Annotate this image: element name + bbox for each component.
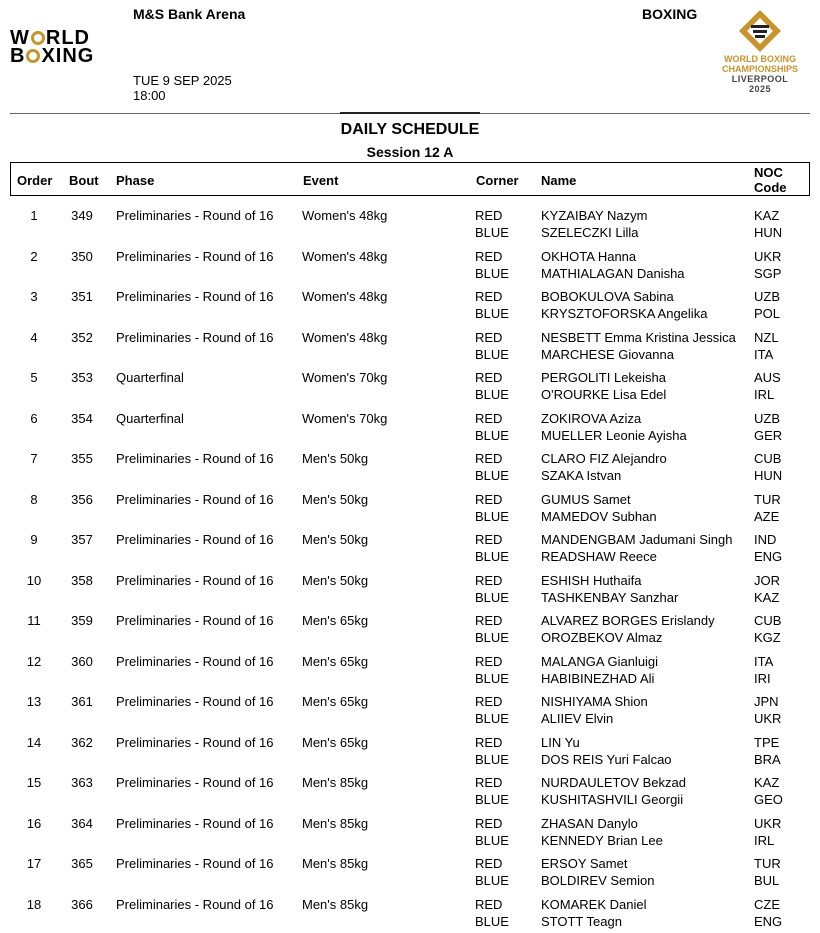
red-boxer-name: KOMAREK Daniel — [541, 896, 647, 912]
blue-boxer-name: SZAKA Istvan — [541, 468, 622, 483]
bout-number: 364 — [71, 815, 93, 831]
bout-event: Women's 70kg — [302, 410, 388, 426]
bout-event: Women's 48kg — [302, 208, 388, 223]
table-row — [0, 893, 820, 933]
blue-corner-label: BLUE — [475, 265, 509, 281]
world-boxing-logo — [10, 27, 114, 67]
logo-ring-icon — [26, 49, 40, 63]
bout-phase: Quarterfinal — [116, 370, 184, 385]
blue-boxer-name: MARCHESE Giovanna — [541, 346, 674, 362]
bout-order: 1 — [30, 208, 38, 223]
table-row — [0, 690, 820, 730]
red-corner-label: RED — [475, 734, 503, 750]
bout-phase: Preliminaries - Round of 16 — [116, 815, 274, 831]
bout-phase: Preliminaries - Round of 16 — [116, 775, 274, 790]
bout-phase: Preliminaries - Round of 16 — [116, 734, 274, 750]
red-noc-code: CUB — [754, 613, 782, 628]
bout-order: 13 — [26, 694, 42, 709]
blue-noc-code: KGZ — [754, 630, 781, 645]
blue-boxer-name: HABIBINEZHAD Ali — [541, 670, 655, 686]
bout-number: 355 — [71, 451, 93, 466]
championships-diamond-icon — [737, 8, 783, 54]
bout-phase: Preliminaries - Round of 16 — [116, 248, 274, 264]
blue-boxer-name: BOLDIREV Semion — [541, 873, 655, 888]
table-row — [0, 569, 820, 609]
bout-event: Men's 85kg — [302, 815, 369, 831]
bout-order: 14 — [26, 734, 42, 750]
red-noc-code: IND — [754, 532, 777, 547]
blue-noc-code: UKR — [754, 711, 782, 726]
bout-event: Men's 50kg — [302, 532, 369, 547]
red-corner-label: RED — [475, 694, 503, 709]
bout-order: 6 — [30, 410, 38, 426]
red-boxer-name: BOBOKULOVA Sabina — [541, 289, 674, 304]
blue-corner-label: BLUE — [475, 549, 509, 564]
red-corner-label: RED — [475, 653, 503, 669]
bout-number: 358 — [71, 572, 93, 588]
red-boxer-name: MANDENGBAM Jadumani Singh — [541, 532, 733, 547]
red-noc-code: NZL — [754, 329, 779, 345]
blue-corner-label: BLUE — [475, 873, 509, 888]
bout-number: 353 — [71, 370, 93, 385]
bout-phase: Preliminaries - Round of 16 — [116, 208, 274, 223]
red-noc-code: TUR — [754, 856, 781, 871]
column-header-corner: Corner — [476, 173, 519, 188]
championships-year: 2025 — [748, 84, 772, 94]
bout-order: 10 — [26, 572, 42, 588]
red-noc-code: UZB — [754, 410, 780, 426]
page-title: DAILY SCHEDULE — [340, 121, 480, 138]
sport-name: BOXING — [642, 6, 698, 22]
blue-noc-code: ENG — [754, 549, 783, 564]
red-corner-label: RED — [475, 491, 503, 507]
red-boxer-name: ZOKIROVA Aziza — [541, 410, 642, 426]
blue-noc-code: ENG — [754, 913, 783, 929]
bout-order: 4 — [30, 329, 38, 345]
table-row — [0, 609, 820, 649]
red-noc-code: TUR — [754, 491, 781, 507]
bout-phase: Preliminaries - Round of 16 — [116, 329, 274, 345]
blue-boxer-name: MUELLER Leonie Ayisha — [541, 427, 687, 443]
session-time: 18:00 — [133, 88, 166, 103]
red-noc-code: CZE — [754, 896, 780, 912]
bout-phase: Preliminaries - Round of 16 — [116, 613, 274, 628]
blue-corner-label: BLUE — [475, 468, 509, 483]
bout-number: 354 — [71, 410, 93, 426]
red-noc-code: UKR — [754, 815, 782, 831]
blue-corner-label: BLUE — [475, 751, 509, 767]
table-row — [0, 528, 820, 568]
red-boxer-name: CLARO FIZ Alejandro — [541, 451, 667, 466]
championships-line2: CHAMPIONSHIPS — [721, 64, 798, 74]
table-row — [0, 447, 820, 487]
bout-order: 3 — [30, 289, 38, 304]
blue-boxer-name: ALIIEV Elvin — [541, 711, 614, 726]
red-boxer-name: ESHISH Huthaifa — [541, 572, 642, 588]
red-corner-label: RED — [475, 329, 503, 345]
table-row — [0, 326, 820, 366]
red-boxer-name: ERSOY Samet — [541, 856, 628, 871]
red-noc-code: KAZ — [754, 208, 780, 223]
table-row — [0, 285, 820, 325]
red-corner-label: RED — [475, 451, 503, 466]
column-header-phase: Phase — [116, 173, 155, 188]
blue-noc-code: BRA — [754, 751, 781, 767]
bout-order: 9 — [30, 532, 38, 547]
bout-order: 8 — [30, 491, 38, 507]
bout-order: 7 — [30, 451, 38, 466]
bout-event: Men's 50kg — [302, 451, 369, 466]
blue-boxer-name: STOTT Teagn — [541, 913, 622, 929]
blue-corner-label: BLUE — [475, 832, 509, 848]
blue-corner-label: BLUE — [475, 711, 509, 726]
bout-number: 351 — [71, 289, 93, 304]
blue-noc-code: POL — [754, 306, 781, 321]
red-corner-label: RED — [475, 370, 503, 385]
bout-phase: Preliminaries - Round of 16 — [116, 896, 274, 912]
table-header — [10, 162, 810, 196]
red-boxer-name: NESBETT Emma Kristina Jessica — [541, 329, 736, 345]
bout-number: 360 — [71, 653, 93, 669]
red-boxer-name: NURDAULETOV Bekzad — [541, 775, 686, 790]
blue-noc-code: HUN — [754, 225, 783, 240]
bout-event: Men's 65kg — [302, 653, 369, 669]
red-noc-code: TPE — [754, 734, 780, 750]
bout-event: Men's 65kg — [302, 734, 369, 750]
blue-corner-label: BLUE — [475, 387, 509, 402]
blue-noc-code: SGP — [754, 265, 782, 281]
blue-boxer-name: DOS REIS Yuri Falcao — [541, 751, 672, 767]
blue-noc-code: IRL — [754, 387, 775, 402]
blue-boxer-name: KUSHITASHVILI Georgii — [541, 792, 684, 807]
table-row — [0, 366, 820, 406]
logo-word-boxing — [10, 45, 114, 67]
red-boxer-name: KYZAIBAY Nazym — [541, 208, 648, 223]
blue-noc-code: IRI — [754, 670, 771, 686]
bout-number: 352 — [71, 329, 93, 345]
bout-number: 363 — [71, 775, 93, 790]
logo-ring-icon — [31, 31, 45, 45]
red-noc-code: KAZ — [754, 775, 780, 790]
red-boxer-name: OKHOTA Hanna — [541, 248, 637, 264]
bout-event: Women's 48kg — [302, 329, 388, 345]
bout-number: 357 — [71, 532, 93, 547]
table-row — [0, 852, 820, 892]
venue-name: M&S Bank Arena — [133, 6, 246, 22]
red-boxer-name: NISHIYAMA Shion — [541, 694, 648, 709]
championships-city: LIVERPOOL — [731, 74, 789, 84]
blue-boxer-name: TASHKENBAY Sanzhar — [541, 589, 679, 605]
blue-boxer-name: KRYSZTOFORSKA Angelika — [541, 306, 708, 321]
bout-event: Men's 85kg — [302, 896, 369, 912]
bout-event: Men's 85kg — [302, 856, 369, 871]
bout-order: 15 — [26, 775, 42, 790]
bout-phase: Preliminaries - Round of 16 — [116, 491, 274, 507]
bout-event: Women's 70kg — [302, 370, 388, 385]
red-corner-label: RED — [475, 410, 503, 426]
bout-phase: Preliminaries - Round of 16 — [116, 856, 274, 871]
table-row — [0, 488, 820, 528]
red-noc-code: ITA — [754, 653, 774, 669]
table-row — [0, 245, 820, 285]
bout-event: Men's 65kg — [302, 613, 369, 628]
red-corner-label: RED — [475, 208, 503, 223]
blue-noc-code: ITA — [754, 346, 774, 362]
blue-noc-code: IRL — [754, 832, 775, 848]
blue-boxer-name: SZELECZKI Lilla — [541, 225, 639, 240]
bout-order: 18 — [26, 896, 42, 912]
table-row — [0, 731, 820, 771]
bout-phase: Preliminaries - Round of 16 — [116, 653, 274, 669]
logo-letters: RLD — [45, 27, 90, 49]
table-row — [0, 204, 820, 244]
red-noc-code: JPN — [754, 694, 779, 709]
bout-phase: Preliminaries - Round of 16 — [116, 572, 274, 588]
table-row — [0, 650, 820, 690]
header-divider-accent — [340, 112, 480, 114]
red-corner-label: RED — [475, 856, 503, 871]
red-boxer-name: ZHASAN Danylo — [541, 815, 638, 831]
blue-corner-label: BLUE — [475, 792, 509, 807]
blue-corner-label: BLUE — [475, 589, 509, 605]
championships-line1: WORLD BOXING — [724, 54, 796, 64]
red-corner-label: RED — [475, 248, 503, 264]
blue-boxer-name: O'ROURKE Lisa Edel — [541, 387, 667, 402]
red-boxer-name: PERGOLITI Lekeisha — [541, 370, 666, 385]
bout-order: 11 — [27, 613, 41, 628]
column-header-noc-code: Code — [754, 180, 787, 195]
red-noc-code: UKR — [754, 248, 782, 264]
bout-order: 5 — [30, 370, 38, 385]
red-boxer-name: GUMUS Samet — [541, 491, 631, 507]
red-noc-code: JOR — [754, 572, 780, 588]
session-date: TUE 9 SEP 2025 — [133, 73, 232, 88]
blue-noc-code: HUN — [754, 468, 783, 483]
bout-number: 359 — [71, 613, 93, 628]
table-row — [0, 771, 820, 811]
red-corner-label: RED — [475, 775, 503, 790]
logo-letter: W — [10, 27, 30, 49]
table-row — [0, 407, 820, 447]
column-header-event: Event — [303, 173, 339, 188]
championships-logo — [712, 8, 808, 102]
red-noc-code: UZB — [754, 289, 780, 304]
bout-number: 350 — [71, 248, 93, 264]
bout-event: Men's 85kg — [302, 775, 369, 790]
bout-phase: Preliminaries - Round of 16 — [116, 289, 274, 304]
bout-phase: Quarterfinal — [116, 410, 184, 426]
red-corner-label: RED — [475, 532, 503, 547]
logo-letter: B — [10, 45, 26, 67]
blue-boxer-name: KENNEDY Brian Lee — [541, 832, 663, 848]
logo-letters: XING — [41, 45, 95, 67]
red-noc-code: CUB — [754, 451, 782, 466]
red-corner-label: RED — [475, 613, 503, 628]
bout-phase: Preliminaries - Round of 16 — [116, 451, 274, 466]
bout-number: 365 — [71, 856, 93, 871]
red-corner-label: RED — [475, 289, 503, 304]
blue-noc-code: KAZ — [754, 589, 780, 605]
blue-corner-label: BLUE — [475, 306, 509, 321]
bout-order: 2 — [30, 248, 38, 264]
red-corner-label: RED — [475, 896, 503, 912]
blue-noc-code: GER — [754, 427, 783, 443]
blue-noc-code: BUL — [754, 873, 780, 888]
red-boxer-name: LIN Yu — [541, 734, 580, 750]
bout-event: Women's 48kg — [302, 289, 388, 304]
red-boxer-name: ALVAREZ BORGES Erislandy — [541, 613, 715, 628]
bout-phase: Preliminaries - Round of 16 — [116, 694, 274, 709]
bout-number: 366 — [71, 896, 93, 912]
column-header-name: Name — [541, 173, 577, 188]
blue-corner-label: BLUE — [475, 225, 509, 240]
blue-noc-code: GEO — [754, 792, 783, 807]
blue-boxer-name: READSHAW Reece — [541, 549, 657, 564]
red-boxer-name: MALANGA Gianluigi — [541, 653, 659, 669]
bout-number: 361 — [71, 694, 93, 709]
blue-corner-label: BLUE — [475, 630, 509, 645]
bout-event: Women's 48kg — [302, 248, 388, 264]
bout-order: 17 — [26, 856, 42, 871]
bout-event: Men's 50kg — [302, 572, 369, 588]
bout-order: 12 — [26, 653, 42, 669]
column-header-noc: NOC — [754, 165, 783, 180]
blue-corner-label: BLUE — [475, 346, 509, 362]
bout-order: 16 — [26, 815, 42, 831]
bout-number: 349 — [71, 208, 93, 223]
blue-boxer-name: MAMEDOV Subhan — [541, 508, 657, 524]
column-header-bout: Bout — [69, 173, 99, 188]
blue-noc-code: AZE — [754, 508, 780, 524]
column-header-order: Order — [17, 173, 53, 188]
red-noc-code: AUS — [754, 370, 781, 385]
bout-number: 356 — [71, 491, 93, 507]
red-corner-label: RED — [475, 572, 503, 588]
table-row — [0, 812, 820, 852]
bout-number: 362 — [71, 734, 93, 750]
blue-corner-label: BLUE — [475, 508, 509, 524]
blue-corner-label: BLUE — [475, 913, 509, 929]
bout-phase: Preliminaries - Round of 16 — [116, 532, 274, 547]
session-title: Session 12 A — [366, 144, 454, 160]
blue-corner-label: BLUE — [475, 670, 509, 686]
bout-event: Men's 65kg — [302, 694, 369, 709]
red-corner-label: RED — [475, 815, 503, 831]
blue-boxer-name: OROZBEKOV Almaz — [541, 630, 663, 645]
bout-event: Men's 50kg — [302, 491, 369, 507]
blue-corner-label: BLUE — [475, 427, 509, 443]
blue-boxer-name: MATHIALAGAN Danisha — [541, 265, 685, 281]
